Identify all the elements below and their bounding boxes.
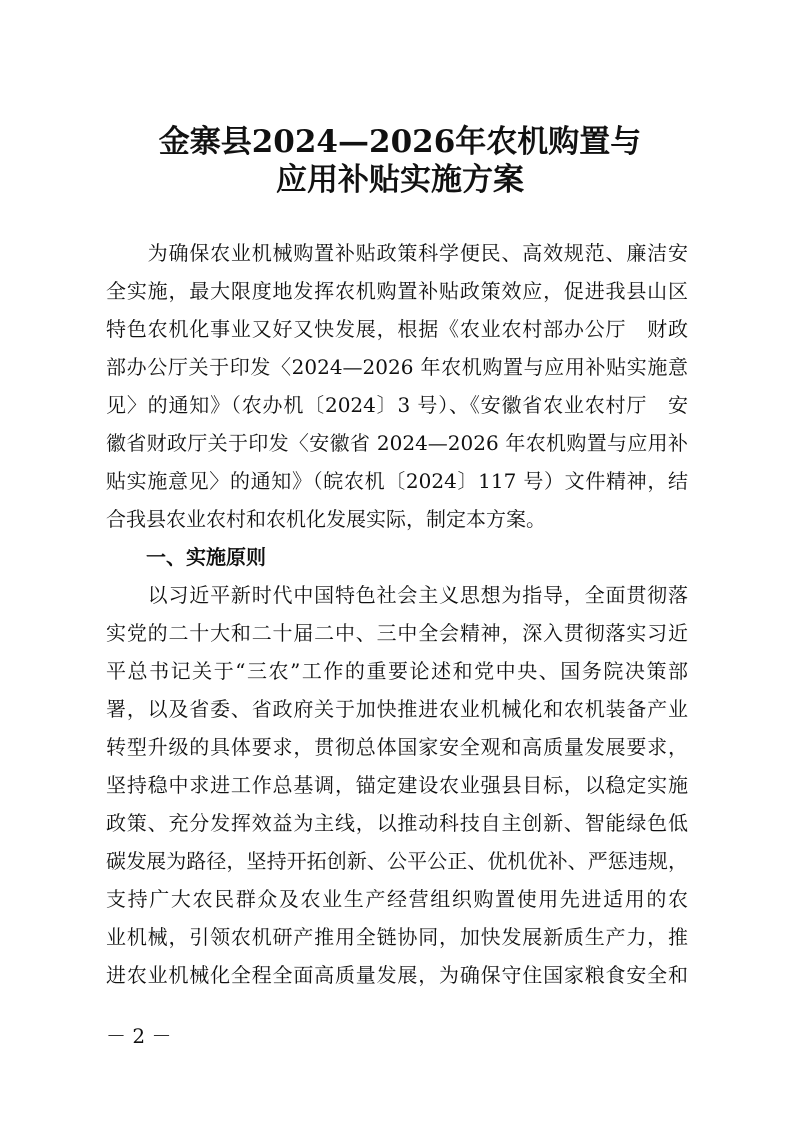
- paragraph-2-line: 平总书记关于“三农”工作的重要论述和党中央、国务院决策部: [106, 659, 688, 683]
- page-number: － 2 －: [106, 1024, 172, 1048]
- paragraph-2-line: 坚持稳中求进工作总基调，锚定建设农业强县目标，以稳定实施: [106, 773, 688, 797]
- paragraph-1-line: 特色农机化事业又好又快发展，根据《农业农村部办公厅 财政: [106, 317, 688, 341]
- document-title-line-2: 应用补贴实施方案: [276, 162, 524, 198]
- paragraph-2-line: 业机械，引领农机研产推用全链协同，加快发展新质生产力，推: [106, 925, 688, 949]
- paragraph-2-line: 进农业机械化全程全面高质量发展，为确保守住国家粮食安全和: [106, 963, 688, 987]
- paragraph-1-line: 见〉的通知》（农办机〔2024〕3 号）、《安徽省农业农村厅 安: [106, 393, 688, 417]
- paragraph-2-line: 实党的二十大和二十届二中、三中全会精神，深入贯彻落实习近: [106, 621, 688, 645]
- document-title-line-1: 金寨县2024—2026年农机购置与: [158, 124, 642, 160]
- paragraph-1-line: 全实施，最大限度地发挥农机购置补贴政策效应，促进我县山区: [106, 279, 688, 303]
- section-heading: 一、实施原则: [106, 545, 266, 569]
- paragraph-1-line: 徽省财政厅关于印发〈安徽省 2024—2026 年农机购置与应用补: [106, 431, 688, 455]
- paragraph-2-line: 政策、充分发挥效益为主线，以推动科技自主创新、智能绿色低: [106, 811, 688, 835]
- paragraph-2-line: 署，以及省委、省政府关于加快推进农业机械化和农机装备产业: [106, 697, 688, 721]
- paragraph-2-line: 碳发展为路径，坚持开拓创新、公平公正、优机优补、严惩违规，: [106, 849, 688, 873]
- paragraph-1-line: 贴实施意见〉的通知》（皖农机〔2024〕117 号）文件精神，结: [106, 469, 688, 493]
- paragraph-2-line: 转型升级的具体要求，贯彻总体国家安全观和高质量发展要求，: [106, 735, 688, 759]
- paragraph-1-line: 为确保农业机械购置补贴政策科学便民、高效规范、廉洁安: [106, 241, 688, 265]
- paragraph-2-line: 以习近平新时代中国特色社会主义思想为指导，全面贯彻落: [106, 583, 688, 607]
- paragraph-2-line: 支持广大农民群众及农业生产经营组织购置使用先进适用的农: [106, 887, 688, 911]
- paragraph-1-line: 部办公厅关于印发〈2024—2026 年农机购置与应用补贴实施意: [106, 355, 688, 379]
- paragraph-1-line: 合我县农业农村和农机化发展实际，制定本方案。: [106, 507, 546, 531]
